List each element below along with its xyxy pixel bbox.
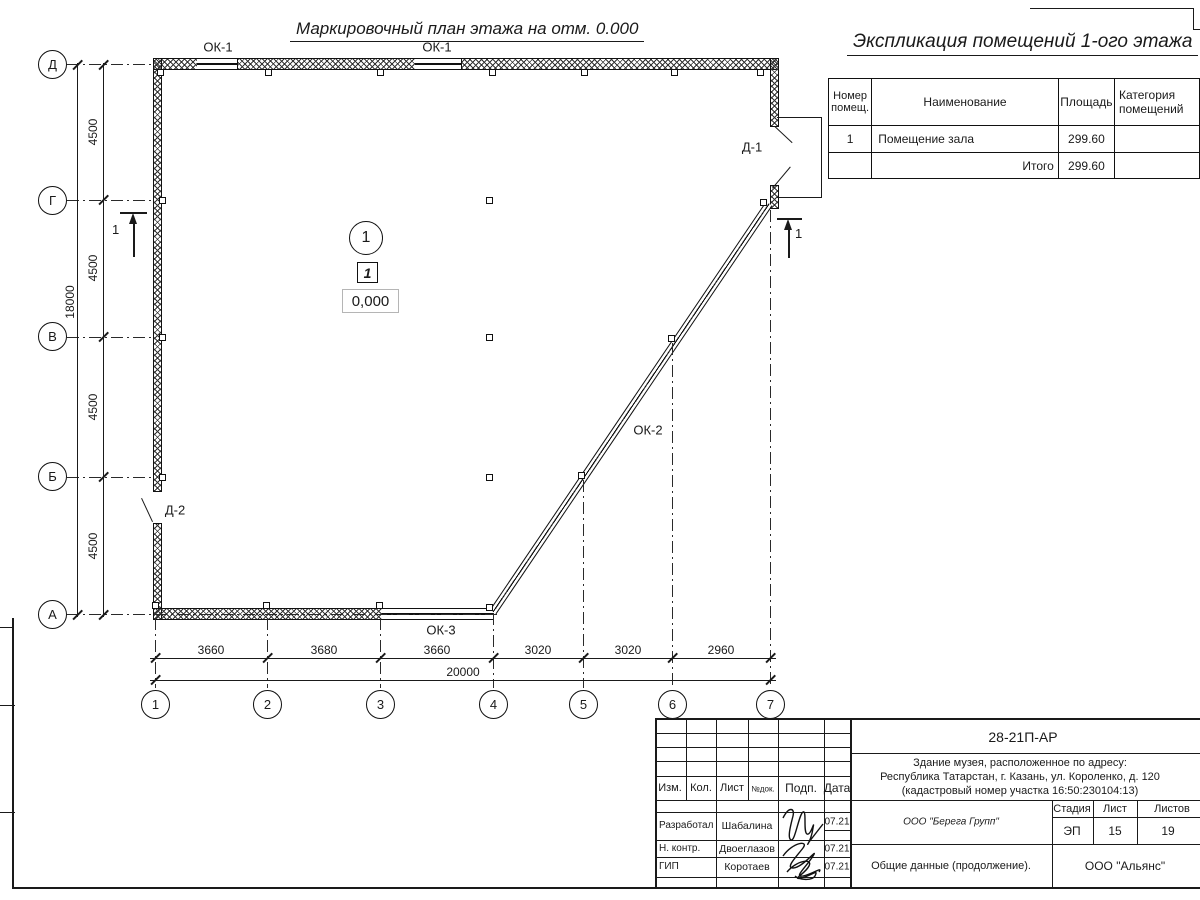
axis-line-d	[67, 64, 153, 65]
frame-bottom-line	[12, 887, 1200, 889]
column-marker	[486, 334, 493, 341]
column-marker	[376, 602, 383, 609]
header-area: Площадь	[1058, 79, 1114, 126]
axis-line-b	[67, 477, 153, 478]
axis-bubble-row: Г	[38, 186, 67, 215]
stage-label: Стадия	[1053, 803, 1091, 815]
tb-name: Шабалина	[721, 820, 773, 832]
column-marker	[486, 474, 493, 481]
dim-value: 3020	[524, 643, 552, 657]
axis-line-7	[770, 210, 771, 688]
wall-left	[153, 58, 162, 492]
column-marker	[760, 199, 767, 206]
dim-value: 4500	[86, 254, 100, 282]
titleblock-line	[655, 776, 850, 777]
column-marker	[159, 197, 166, 204]
window-ok1	[415, 58, 461, 70]
axis-line-6	[672, 343, 673, 688]
header-name: Наименование	[872, 79, 1059, 126]
titleblock-border	[655, 718, 1200, 720]
cell-room-name: Помещение зала	[872, 126, 1059, 153]
axis-bubble-col: 2	[253, 690, 282, 719]
porch-outline	[777, 117, 822, 118]
door-d1-leaf	[774, 126, 792, 143]
frame-top-right-line	[1193, 29, 1200, 30]
column-marker	[152, 602, 159, 609]
explication-table	[828, 78, 1200, 179]
wall-top	[237, 58, 417, 70]
tb-col-list: Лист	[720, 782, 744, 794]
tb-col-ndok: №док.	[751, 784, 775, 794]
column-marker	[263, 602, 270, 609]
titleblock-line	[850, 753, 1200, 754]
window-ok1	[197, 58, 237, 70]
cell-empty	[829, 153, 872, 179]
tb-col-podp: Подп.	[785, 781, 817, 795]
window-label-ok1: ОК-1	[422, 39, 452, 55]
axis-bubble-col: 7	[756, 690, 785, 719]
porch-outline	[821, 117, 822, 198]
dim-line	[150, 680, 776, 681]
axis-line-4	[493, 613, 494, 688]
porch-outline	[777, 197, 822, 198]
axis-bubble-row: А	[38, 600, 67, 629]
axis-bubble-row: В	[38, 322, 67, 351]
dim-value: 4500	[86, 118, 100, 146]
dim-value: 3020	[614, 643, 642, 657]
door-label-d2: Д-2	[164, 502, 186, 518]
axis-line-g	[67, 200, 153, 201]
axis-line-2	[267, 618, 268, 688]
cell-room-category	[1114, 126, 1199, 153]
cell-room-area: 299.60	[1058, 126, 1114, 153]
door-d1-leaf	[772, 167, 791, 189]
axis-bubble-col: 1	[141, 690, 170, 719]
titleblock-line	[1052, 817, 1200, 818]
section-arrow-icon	[129, 213, 137, 224]
cell-total-label: Итого	[872, 153, 1059, 179]
sheet-label: Лист	[1103, 803, 1127, 815]
titleblock-border	[655, 718, 657, 888]
titleblock-line	[1093, 800, 1094, 844]
wall-top	[461, 58, 779, 70]
frame-top-right-line	[1030, 8, 1194, 9]
axis-bubble-col: 6	[658, 690, 687, 719]
column-marker	[377, 69, 384, 76]
dim-line	[150, 658, 776, 659]
plan-title: Маркировочный план этажа на отм. 0.000	[290, 19, 644, 42]
column-marker	[757, 69, 764, 76]
column-marker	[159, 334, 166, 341]
tb-role: ГИП	[659, 861, 679, 872]
dim-line	[103, 63, 104, 617]
tb-date: 07.21	[824, 861, 850, 873]
titleblock-line	[655, 761, 850, 762]
explication-header-row	[829, 79, 1200, 126]
axis-bubble-row: Б	[38, 462, 67, 491]
contractor-org-name: ООО "Альянс"	[1084, 859, 1166, 873]
tb-name: Двоеглазов	[719, 843, 775, 855]
room-type-box: 1	[357, 262, 378, 283]
explication-title: Экспликация помещений 1-ого этажа	[847, 31, 1198, 56]
frame-left-line	[12, 618, 14, 888]
titleblock-line	[716, 718, 717, 888]
axis-line-v	[67, 337, 153, 338]
section-mark-number: 1	[795, 226, 803, 241]
header-room-number: Номер помещ.	[829, 79, 872, 126]
titleblock-line	[748, 718, 749, 800]
glazed-wall-ok2	[490, 201, 773, 614]
sheet-value: 15	[1108, 824, 1122, 838]
column-marker	[159, 474, 166, 481]
tb-role: Н. контр.	[659, 843, 701, 854]
sheets-value: 19	[1161, 824, 1175, 838]
titleblock-line	[850, 844, 1200, 845]
section-mark-shaft	[133, 222, 135, 257]
project-address-line2: Республика Татарстан, г. Казань, ул. Короленко, д. 120	[880, 771, 1160, 783]
doc-number: 28-21П-АР	[988, 729, 1058, 745]
titleblock-line	[655, 747, 850, 748]
titleblock-line	[1137, 800, 1138, 844]
tb-col-kol: Кол.	[690, 782, 712, 794]
window-label-ok1: ОК-1	[203, 39, 233, 55]
column-marker	[157, 69, 164, 76]
frame-fold-mark	[0, 705, 15, 706]
sheets-label: Листов	[1154, 803, 1190, 815]
titleblock-line	[655, 800, 1200, 801]
axis-bubble-col: 5	[569, 690, 598, 719]
door-d2-leaf	[141, 498, 153, 522]
section-mark-number: 1	[112, 222, 120, 237]
cell-empty	[1114, 153, 1199, 179]
axis-line-a	[67, 614, 497, 615]
axis-line-3	[380, 618, 381, 688]
titleblock-line	[686, 718, 687, 800]
dim-total-value: 20000	[446, 665, 480, 679]
dim-value: 3680	[310, 643, 338, 657]
section-arrow-icon	[784, 219, 792, 230]
cell-room-number: 1	[829, 126, 872, 153]
sheet-content-title: Общие данные (продолжение).	[871, 860, 1031, 872]
frame-top-right-line	[1193, 8, 1194, 30]
titleblock-border	[850, 718, 852, 888]
elevation-box: 0,000	[342, 289, 399, 313]
column-marker	[489, 69, 496, 76]
column-marker	[486, 197, 493, 204]
section-mark-shaft	[788, 228, 790, 258]
signature-dvoeglazov	[779, 838, 835, 882]
window-label-ok3: ОК-3	[426, 622, 456, 638]
column-marker	[578, 472, 585, 479]
axis-bubble-col: 4	[479, 690, 508, 719]
room-number-circle: 1	[349, 221, 383, 255]
frame-fold-mark	[0, 812, 15, 813]
stage-value: ЭП	[1063, 824, 1081, 838]
column-marker	[671, 69, 678, 76]
dim-value: 2960	[707, 643, 735, 657]
project-address-line3: (кадастровый номер участка 16:50:230104:13)	[901, 785, 1139, 797]
dim-line	[77, 63, 78, 617]
explication-total-row	[829, 153, 1200, 179]
dim-value: 3660	[197, 643, 225, 657]
column-marker	[486, 604, 493, 611]
tb-date: 07.21	[824, 816, 850, 828]
design-org-name: ООО "Берега Групп"	[903, 816, 999, 828]
titleblock-line	[655, 733, 850, 734]
column-marker	[265, 69, 272, 76]
axis-bubble-col: 3	[366, 690, 395, 719]
tb-role: Разработал	[659, 820, 714, 831]
door-label-d1: Д-1	[741, 139, 763, 155]
tb-col-izm: Изм.	[658, 782, 682, 794]
column-marker	[581, 69, 588, 76]
header-category: Категория помещений	[1114, 79, 1199, 126]
window-label-ok2: ОК-2	[633, 422, 663, 438]
project-address-line1: Здание музея, расположенное по адресу:	[913, 757, 1127, 769]
cell-total-area: 299.60	[1058, 153, 1114, 179]
tb-date: 07.21	[824, 843, 850, 855]
dim-value: 4500	[86, 532, 100, 560]
explication-data-row	[829, 126, 1200, 153]
axis-bubble-row: Д	[38, 50, 67, 79]
dim-value: 3660	[423, 643, 451, 657]
tb-name: Коротаев	[724, 861, 770, 873]
frame-fold-mark	[0, 627, 12, 628]
tb-col-data: Дата	[823, 781, 851, 795]
dim-total-value: 18000	[63, 285, 77, 319]
column-marker	[668, 335, 675, 342]
dim-value: 4500	[86, 393, 100, 421]
